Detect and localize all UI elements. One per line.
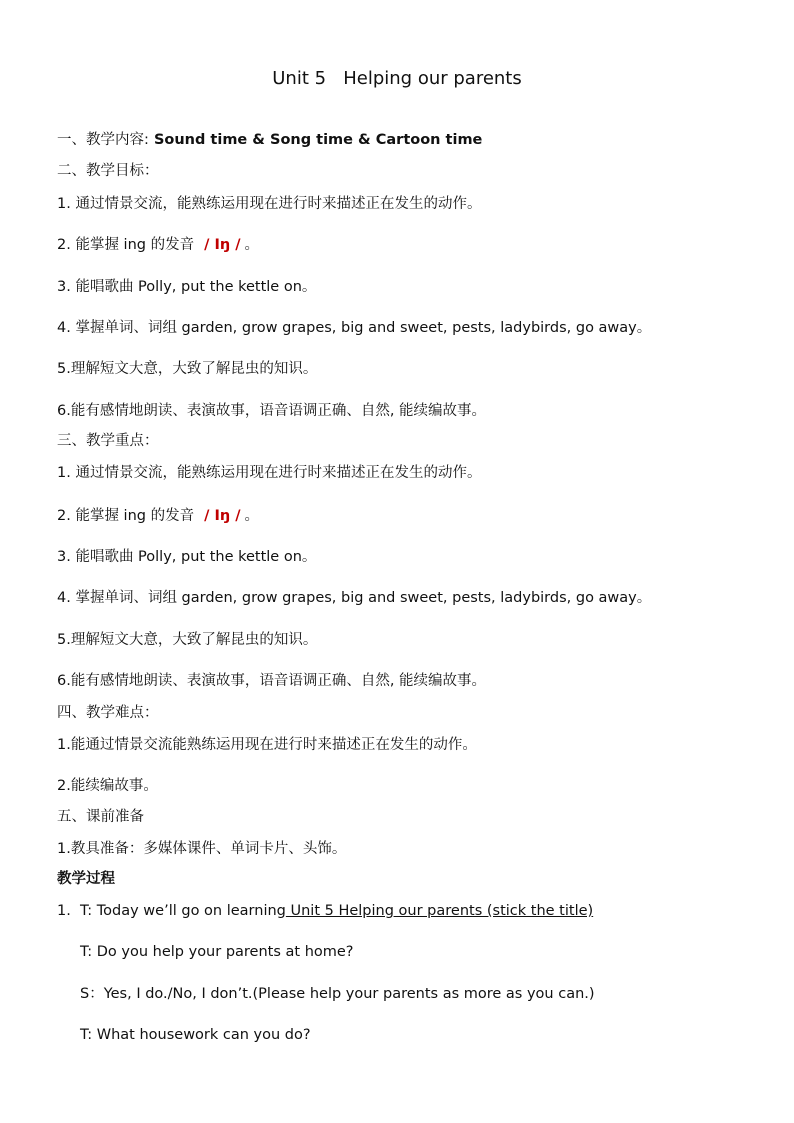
goal-2-text: 2. 能掌握 ing 的发音 [57, 237, 195, 253]
difficult-heading: 四、教学难点： [57, 705, 159, 721]
page-title: Unit 5 Helping our parents [272, 68, 522, 89]
key-2-ipa: / Iŋ / [204, 508, 241, 524]
key-6: 6.能有感情地朗读、表演故事，语音语调正确、自然, 能续编故事。 [57, 673, 487, 689]
process-heading: 教学过程 [57, 871, 115, 887]
goal-6: 6.能有感情地朗读、表演故事，语音语调正确、自然, 能续编故事。 [57, 403, 487, 419]
content-line [57, 130, 482, 150]
key-2 [57, 506, 259, 526]
process-line-3: S：Yes, I do./No, I don’t.(Please help your parents as more as you can.) [80, 986, 595, 1002]
prep-1: 1.教具准备：多媒体课件、单词卡片、头饰。 [57, 841, 347, 857]
key-2-text: 2. 能掌握 ing 的发音 [57, 508, 195, 524]
process-number: 1. [57, 903, 71, 919]
goal-2-ipa: / Iŋ / [204, 237, 241, 253]
process-line-2: T: Do you help your parents at home? [80, 944, 354, 960]
key-2-end: 。 [244, 508, 259, 524]
goals-heading: 二、教学目标： [57, 163, 159, 179]
key-3: 3. 能唱歌曲 Polly, put the kettle on。 [57, 549, 317, 565]
key-heading: 三、教学重点： [57, 433, 159, 449]
content-value: Sound time & Song time & Cartoon time [148, 132, 483, 148]
goal-1: 1. 通过情景交流，能熟练运用现在进行时来描述正在发生的动作。 [57, 196, 482, 212]
goal-2 [57, 235, 259, 255]
process-line-1-text: T: Today we’ll go on learning [80, 903, 286, 919]
key-1: 1. 通过情景交流，能熟练运用现在进行时来描述正在发生的动作。 [57, 465, 482, 481]
process-line-4: T: What housework can you do? [80, 1027, 311, 1043]
key-4: 4. 掌握单词、词组 garden, grow grapes, big and sweet, pests, ladybirds, go away。 [57, 590, 652, 606]
goal-5: 5.理解短文大意，大致了解昆虫的知识。 [57, 361, 318, 377]
process-line-1-underlined: Unit 5 Helping our parents (stick the title) [285, 903, 594, 919]
goal-2-end: 。 [244, 237, 259, 253]
key-5: 5.理解短文大意，大致了解昆虫的知识。 [57, 632, 318, 648]
goal-3: 3. 能唱歌曲 Polly, put the kettle on。 [57, 279, 317, 295]
difficult-1: 1.能通过情景交流能熟练运用现在进行时来描述正在发生的动作。 [57, 737, 477, 753]
difficult-2: 2.能续编故事。 [57, 778, 158, 794]
content-label: 一、教学内容: [57, 132, 149, 148]
process-line-1 [80, 901, 593, 921]
goal-4: 4. 掌握单词、词组 garden, grow grapes, big and sweet, pests, ladybirds, go away。 [57, 320, 652, 336]
prep-heading: 五、课前准备 [57, 809, 144, 825]
